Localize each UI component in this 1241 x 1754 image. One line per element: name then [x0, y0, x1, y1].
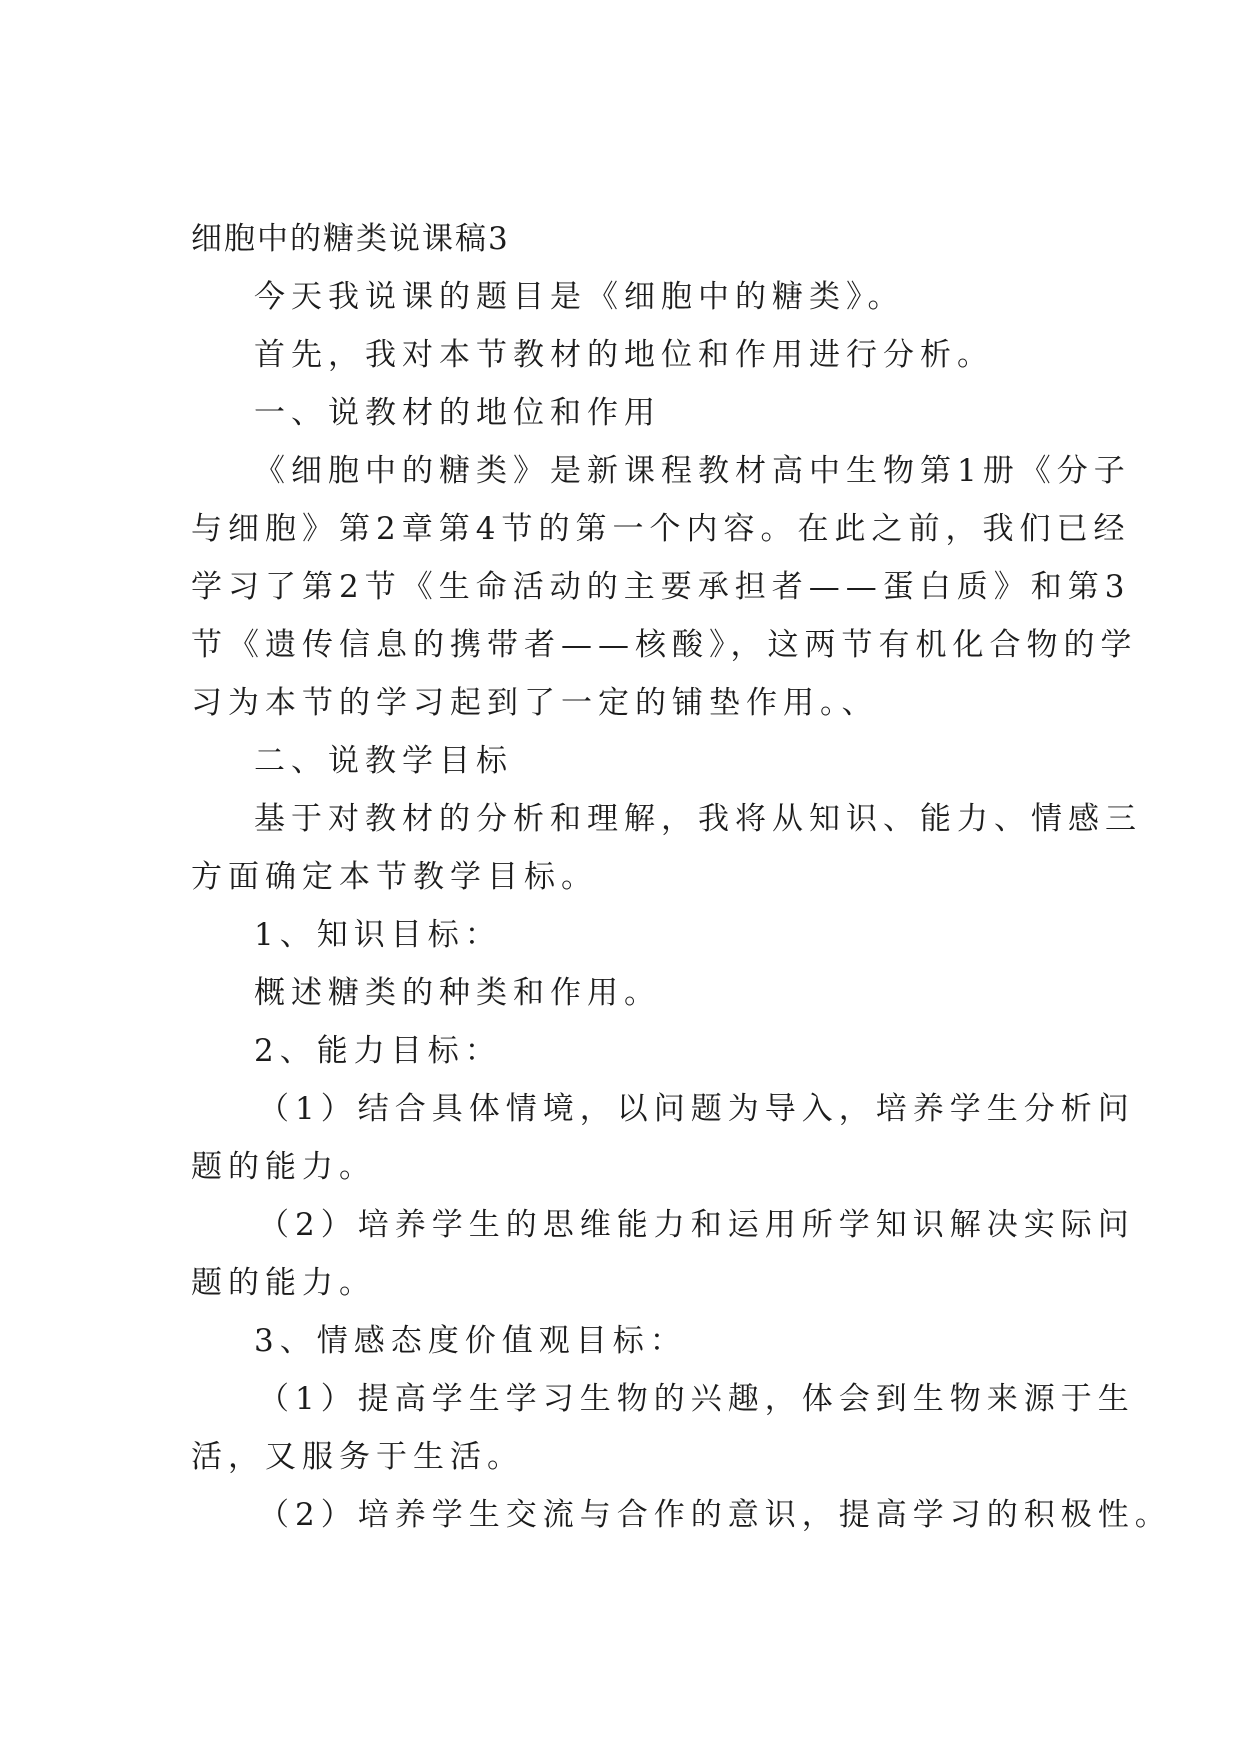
paragraph-line: 题的能力。 [191, 1265, 376, 1301]
paragraph-line: 与细胞》第2章第4节的第一个内容。在此之前，我们已经 [191, 511, 1131, 547]
paragraph-line: 今天我说课的题目是《细胞中的糖类》。 [254, 279, 905, 315]
list-item: （1）提高学生学习生物的兴趣，体会到生物来源于生 [258, 1381, 1135, 1417]
subsection-heading: 2、能力目标： [254, 1033, 502, 1069]
paragraph-line: 习为本节的学习起到了一定的铺垫作用。、 [191, 685, 879, 721]
list-item: （2）培养学生交流与合作的意识，提高学习的积极性。 [258, 1497, 1172, 1533]
list-item: （2）培养学生的思维能力和运用所学知识解决实际问 [258, 1207, 1135, 1243]
paragraph-line: 学习了第2节《生命活动的主要承担者——蛋白质》和第3 [191, 569, 1131, 605]
paragraph-line: 方面确定本节教学目标。 [191, 859, 598, 895]
document-title: 细胞中的糖类说课稿3 [191, 221, 510, 257]
subsection-heading: 1、知识目标： [254, 917, 502, 953]
paragraph-line: 首先，我对本节教材的地位和作用进行分析。 [254, 337, 994, 373]
paragraph-line: 基于对教材的分析和理解，我将从知识、能力、情感三 [254, 801, 1142, 837]
subsection-heading: 3、情感态度价值观目标： [254, 1323, 687, 1359]
paragraph-line: 《细胞中的糖类》是新课程教材高中生物第1册《分子 [254, 453, 1131, 489]
section-heading: 一、说教材的地位和作用 [254, 395, 661, 431]
section-heading: 二、说教学目标 [254, 743, 513, 779]
paragraph-line: 活，又服务于生活。 [191, 1439, 524, 1475]
paragraph-line: 概述糖类的种类和作用。 [254, 975, 661, 1011]
paragraph-line: 节《遗传信息的携带者——核酸》，这两节有机化合物的学 [191, 627, 1138, 663]
paragraph-line: 题的能力。 [191, 1149, 376, 1185]
list-item: （1）结合具体情境，以问题为导入，培养学生分析问 [258, 1091, 1135, 1127]
